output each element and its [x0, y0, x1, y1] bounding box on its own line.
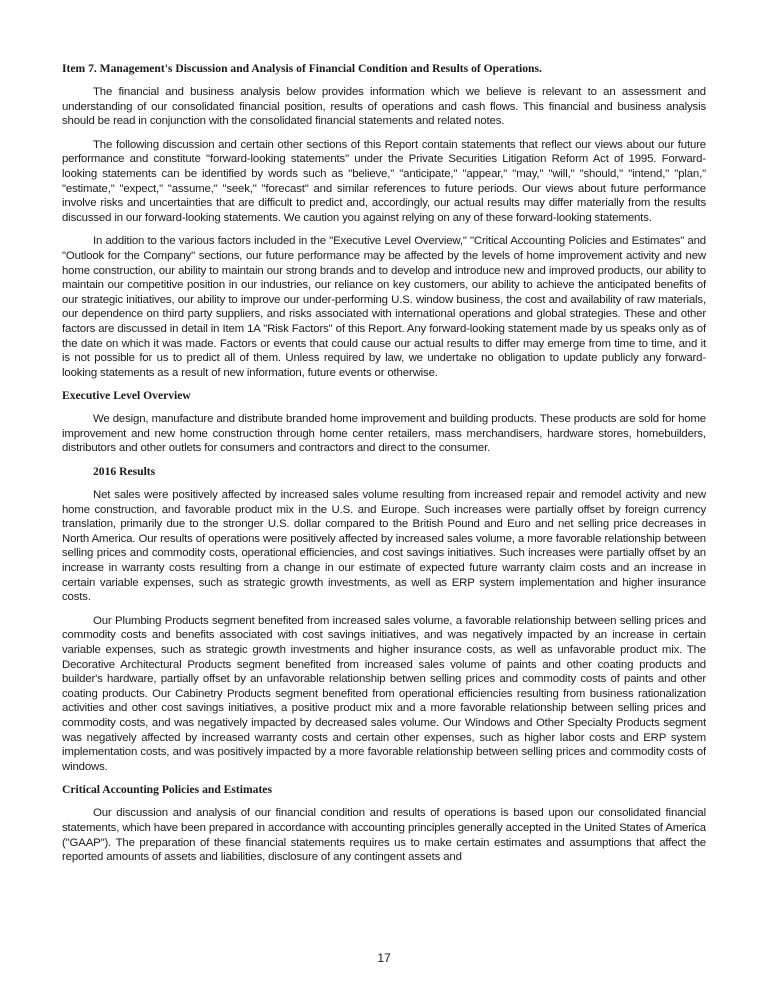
document-page: [62, 60, 706, 865]
section-heading-executive-overview: Executive Level Overview: [62, 389, 191, 403]
paragraph-intro-1: The financial and business analysis below provides information which we believe is relevant to an assessment and understanding of our consolidated financial position, results of operations and cash flows. This financial and business analysis should be read in conjunction with the consolidated financial statements and related notes.: [62, 86, 706, 128]
paragraph-2016-results-2: Our Plumbing Products segment benefited from increased sales volume, a favorable relationship between selling prices and commodity costs and benefits associated with cost savings initiatives, and was negatively impacted by an increase in certain variable expenses, such as strategic growth investments and higher insurance costs, as well as unfavorable product mix. The Decorative Architectural Products segment benefited from increased sales volume of paints and other coating products and builder's hardware, partially offset by an unfavorable relationship betwen selling prices and commodity costs of paints and other coating products. Our Cabinetry Products segment benefited from operational efficiencies resulting from business rationalization activities and other cost savings initiatives, a positive product mix and a more favorable relationship between selling prices and commodity costs, and was negatively impacted by decreased sales volume. Our Windows and Other Specialty Products segment was negatively affected by increased warranty costs and certain other expenses, such as higher labor costs and ERP system implementation costs, and was positively impacted by a more favorable relationship between selling prices and commodity costs of windows.: [62, 614, 706, 773]
paragraph-critical-accounting: Our discussion and analysis of our financial condition and results of operations is based upon our consolidated financial statements, which have been prepared in accordance with accounting principles generally accepted in the United States of America ("GAAP"). The preparation of these financial statements requires us to make certain estimates and assumptions that affect the reported amounts of assets and liabilities, disclosure of any contingent assets and: [62, 807, 706, 864]
page-number: 17: [377, 951, 391, 965]
paragraph-executive-overview: We design, manufacture and distribute branded home improvement and building products. These products are sold for home improvement and new home construction through home center retailers, mass merchandisers, hardware stores, homebuilders, distributors and other outlets for consumers and contractors and direct to the consumer.: [62, 413, 706, 455]
section-heading-item-7: Item 7. Management's Discussion and Analysis of Financial Condition and Results of Operations.: [62, 62, 542, 75]
subheading-2016-results: 2016 Results: [93, 465, 156, 479]
paragraph-2016-results-1: Net sales were positively affected by increased sales volume resulting from increased repair and remodel activity and new home construction, and favorable product mix in the U.S. and Europe. Such increases were partially offset by foreign currency translation, primarily due to the stronger U.S. dollar compared to the British Pound and Euro and net selling price decreases in North America. Our results of operations were positively affected by increased sales volume, a more favorable relationship between selling prices and commodity costs, operational efficiencies, and cost savings initiatives. Such increases were partially offset by an increase in warranty costs resulting from a change in our estimate of expected future warranty claim costs and an increase in certain variable expenses, such as strategic growth investments, as well as ERP system implementation and higher insurance costs.: [62, 489, 706, 604]
paragraph-risk-factors: In addition to the various factors included in the "Executive Level Overview," "Critical Accounting Policies and Estimates" and "Outlook for the Company" sections, our future performance may be affected by the levels of home improvement activity and new home construction, our ability to maintain our strong brands and to develop and introduce new and improved products, our ability to maintain our competitive position in our industries, our reliance on key customers, our ability to achieve the anticipated benefits of our strategic initiatives, our ability to improve our under-performing U.S. window business, the cost and availability of raw materials, our dependence on third party suppliers, and risks associated with international operations and global strategies. These and other factors are discussed in detail in Item 1A "Risk Factors" of this Report. Any forward-looking statement made by us speaks only as of the date on which it was made. Factors or events that could cause our actual results to differ may emerge from time to time, and it is not possible for us to predict all of them. Unless required by law, we undertake no obligation to update publicly any forward-looking statements as a result of new information, future events or otherwise.: [62, 235, 706, 379]
section-heading-critical-accounting: Critical Accounting Policies and Estimates: [62, 783, 272, 797]
paragraph-forward-looking: The following discussion and certain other sections of this Report contain statements that reflect our views about our future performance and constitute "forward-looking statements" under the Private Securities Litigation Reform Act of 1995. Forward-looking statements can be identified by words such as "believe," "anticipate," "appear," "may," "will," "should," "intend," "plan," "estimate," "expect," "assume," "seek," "forecast" and similar references to future periods. Our views about future performance involve risks and uncertainties that are difficult to predict and, accordingly, our actual results may differ materially from the results discussed in our forward-looking statements. We caution you against relying on any of these forward-looking statements.: [62, 138, 706, 224]
